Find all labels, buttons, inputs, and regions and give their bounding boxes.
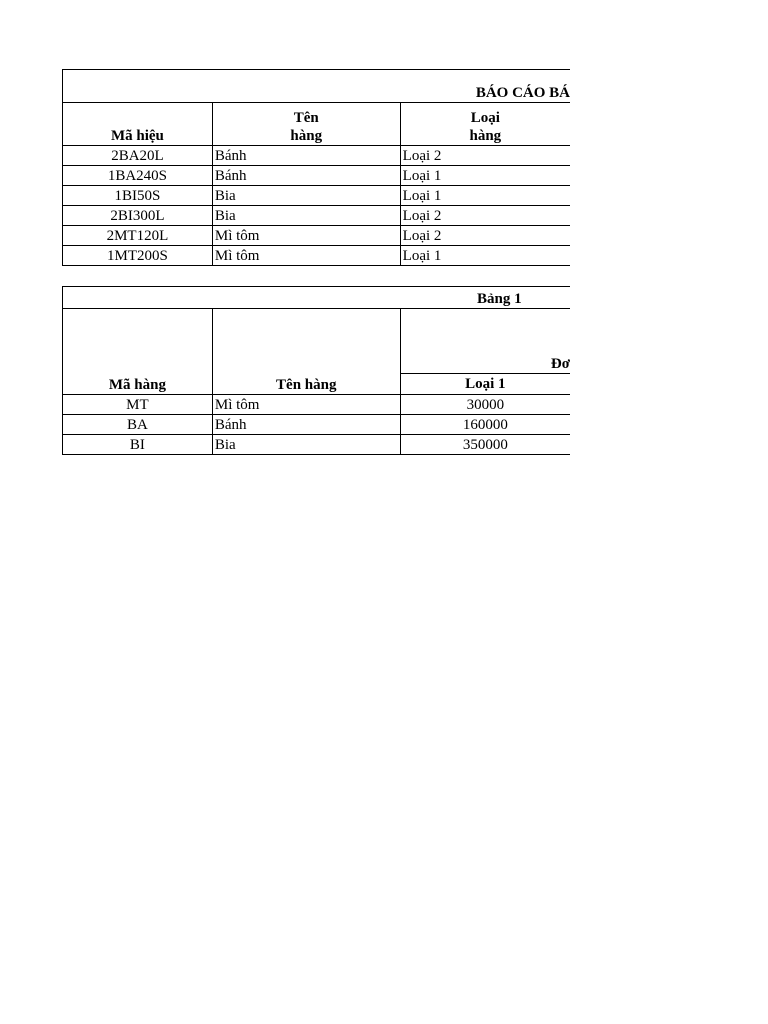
cell-code[interactable]: 2BA20L: [63, 146, 213, 166]
cell-price[interactable]: 30000: [400, 395, 570, 415]
price-table-title: Bảng 1: [63, 287, 571, 309]
cell-type[interactable]: Loại 2: [400, 226, 570, 246]
header-product-name: Tên hàng: [212, 309, 400, 395]
spreadsheet-page: [62, 69, 570, 455]
cell-code[interactable]: 1MT200S: [63, 246, 213, 266]
table-row: [63, 435, 571, 455]
cell-price[interactable]: 350000: [400, 435, 570, 455]
table-gap: [62, 266, 570, 286]
report-title-row: [63, 70, 571, 103]
table-row: [63, 206, 571, 226]
table-row: [63, 186, 571, 206]
cell-type[interactable]: Loại 2: [400, 146, 570, 166]
header-price-group: Đơ: [400, 309, 570, 374]
table-row: [63, 246, 571, 266]
cell-type[interactable]: Loại 1: [400, 246, 570, 266]
price-table-header-row: [63, 309, 571, 374]
cell-name[interactable]: Bia: [212, 435, 400, 455]
report-header-row: [63, 103, 571, 146]
cell-name[interactable]: Mì tôm: [212, 226, 400, 246]
table-row: [63, 166, 571, 186]
cell-code[interactable]: 2MT120L: [63, 226, 213, 246]
header-type1: Loại 1: [400, 374, 570, 395]
cell-name[interactable]: Bánh: [212, 415, 400, 435]
cell-price[interactable]: 160000: [400, 415, 570, 435]
cell-type[interactable]: Loại 2: [400, 206, 570, 226]
price-table-title-row: [63, 287, 571, 309]
cell-type[interactable]: Loại 1: [400, 166, 570, 186]
header-name-line1: Tên: [293, 110, 319, 126]
cell-code[interactable]: 1BA240S: [63, 166, 213, 186]
price-table: [62, 286, 570, 455]
cell-code[interactable]: 2BI300L: [63, 206, 213, 226]
cell-code[interactable]: 1BI50S: [63, 186, 213, 206]
table-row: [63, 415, 571, 435]
header-product-code: Mã hàng: [63, 309, 213, 395]
cell-name[interactable]: Mì tôm: [212, 246, 400, 266]
cell-type[interactable]: Loại 1: [400, 186, 570, 206]
header-name: [212, 103, 400, 146]
table-row: [63, 395, 571, 415]
table-row: [63, 226, 571, 246]
header-name-line2: hàng: [290, 128, 323, 144]
cell-code[interactable]: MT: [63, 395, 213, 415]
sales-report-table: [62, 69, 570, 266]
header-type-line2: hàng: [469, 128, 502, 144]
table-row: [63, 146, 571, 166]
header-type: [400, 103, 570, 146]
cell-name[interactable]: Mì tôm: [212, 395, 400, 415]
cell-name[interactable]: Bánh: [212, 146, 400, 166]
cell-code[interactable]: BI: [63, 435, 213, 455]
header-code: Mã hiệu: [63, 103, 213, 146]
header-type-line1: Loại: [470, 110, 500, 126]
report-title: BÁO CÁO BÁ: [63, 70, 571, 103]
cell-name[interactable]: Bánh: [212, 166, 400, 186]
cell-code[interactable]: BA: [63, 415, 213, 435]
cell-name[interactable]: Bia: [212, 186, 400, 206]
cell-name[interactable]: Bia: [212, 206, 400, 226]
